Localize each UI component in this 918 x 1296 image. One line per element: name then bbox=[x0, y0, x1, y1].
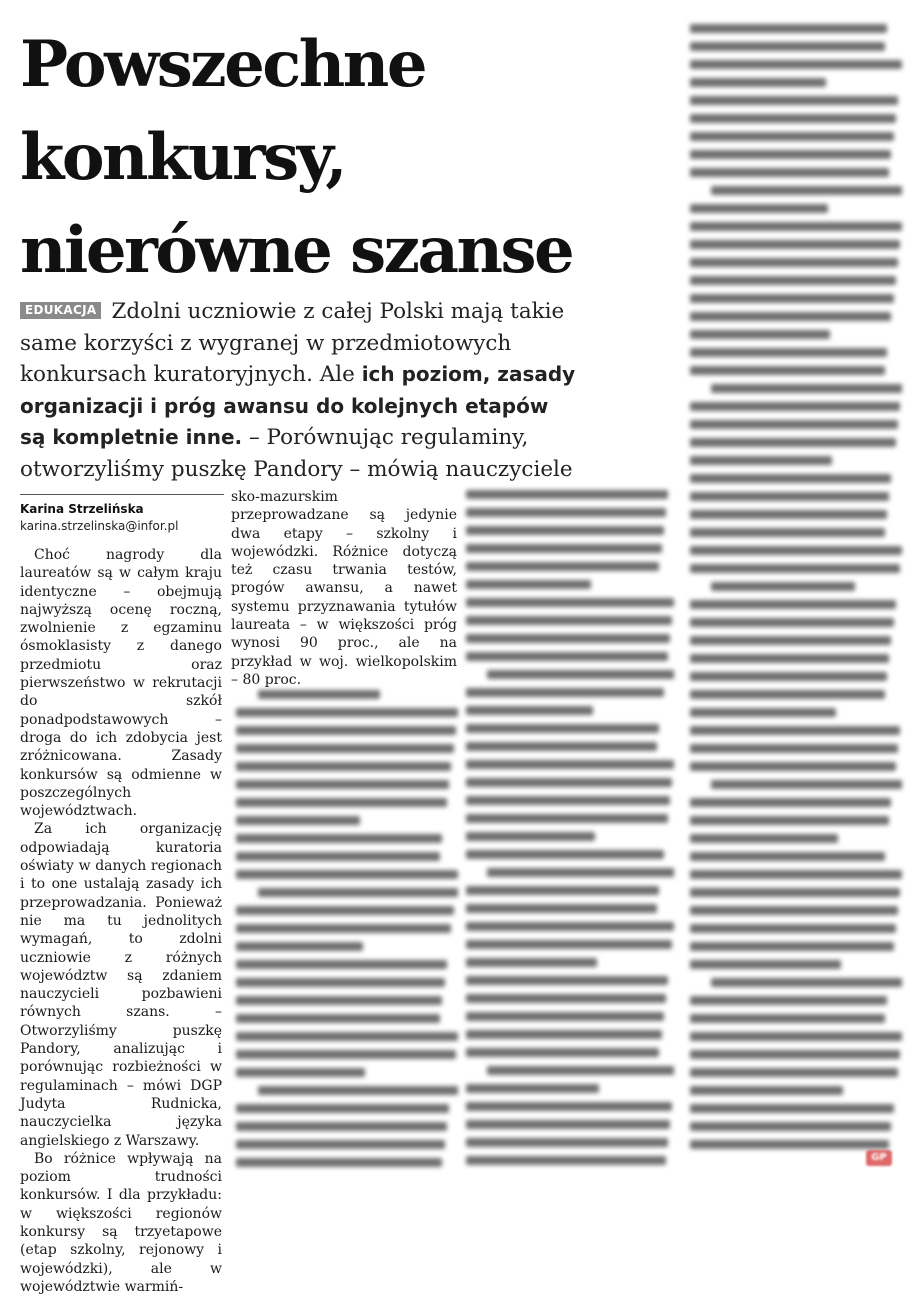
lead-line-1: Zdolni uczniowie z całej Polski mają takie bbox=[111, 299, 565, 324]
headline-line-3: nierówne szanse bbox=[20, 213, 573, 288]
blurred-line bbox=[466, 1030, 662, 1039]
blurred-line bbox=[711, 582, 855, 591]
author-email[interactable]: karina.strzelinska@infor.pl bbox=[20, 519, 179, 533]
blurred-line bbox=[258, 1086, 458, 1095]
blurred-line bbox=[466, 1084, 599, 1093]
blurred-line bbox=[690, 1140, 889, 1149]
blurred-line bbox=[466, 796, 670, 805]
blurred-line bbox=[236, 1014, 440, 1023]
blurred-line bbox=[690, 294, 894, 303]
blurred-line bbox=[236, 1140, 445, 1149]
blurred-line bbox=[236, 1032, 458, 1041]
blurred-line bbox=[690, 1122, 891, 1131]
blurred-line bbox=[466, 1012, 664, 1021]
blurred-line bbox=[466, 598, 674, 607]
blurred-line bbox=[236, 798, 447, 807]
blurred-line bbox=[466, 940, 672, 949]
blurred-line bbox=[236, 1050, 456, 1059]
blurred-line bbox=[466, 652, 668, 661]
blurred-line bbox=[690, 852, 885, 861]
blurred-line bbox=[236, 1122, 447, 1131]
blurred-line bbox=[690, 150, 891, 159]
blurred-line bbox=[236, 852, 440, 861]
blurred-line bbox=[466, 976, 668, 985]
blurred-line bbox=[690, 330, 830, 339]
blurred-line bbox=[258, 690, 380, 699]
blurred-line bbox=[466, 1102, 672, 1111]
blurred-line bbox=[236, 942, 363, 951]
blurred-line bbox=[690, 564, 900, 573]
blurred-line bbox=[236, 1104, 449, 1113]
blurred-line bbox=[690, 510, 887, 519]
blurred-line bbox=[236, 870, 458, 879]
blurred-line bbox=[690, 636, 891, 645]
blurred-line bbox=[236, 1068, 365, 1077]
blurred-line bbox=[236, 996, 442, 1005]
blurred-line bbox=[236, 978, 445, 987]
blurred-line bbox=[690, 1086, 843, 1095]
blurred-line bbox=[466, 778, 672, 787]
blurred-line bbox=[690, 942, 894, 951]
body-paragraph-4: sko-mazurskim przeprowadzane są jedynie dwa etapy – szkolny i wojewódzki. Różnice dotyczą też czasu trwania testów, progów awansu, a nawet systemu przyznawania tytułów laureata – w większości próg wynosi 90 proc., ale na przykład w woj. wielkopolskim – 80 proc. bbox=[231, 489, 457, 688]
blurred-line bbox=[690, 1050, 900, 1059]
blurred-line bbox=[690, 618, 894, 627]
blurred-line bbox=[487, 1066, 674, 1075]
blurred-line bbox=[690, 888, 900, 897]
blurred-line bbox=[690, 1104, 894, 1113]
blurred-line bbox=[466, 1048, 659, 1057]
byline bbox=[20, 494, 224, 534]
blurred-line bbox=[690, 204, 828, 213]
body-column-1 bbox=[20, 546, 222, 1296]
blurred-line bbox=[690, 600, 896, 609]
blurred-line bbox=[690, 870, 902, 879]
body-column-2 bbox=[231, 488, 457, 689]
lead-line-5: – Porównując regulaminy, bbox=[242, 425, 529, 450]
lead-bold-3: są kompletnie inne. bbox=[20, 425, 243, 449]
blurred-line bbox=[690, 312, 891, 321]
blurred-line bbox=[236, 1158, 442, 1167]
blurred-line bbox=[258, 888, 458, 897]
blurred-text-column-4 bbox=[690, 24, 902, 1174]
blurred-line bbox=[466, 1138, 668, 1147]
blurred-line bbox=[236, 924, 451, 933]
blurred-line bbox=[466, 886, 659, 895]
headline-line-2: konkursy, bbox=[20, 120, 346, 195]
blurred-line bbox=[690, 78, 826, 87]
blurred-line bbox=[466, 508, 666, 517]
blurred-line bbox=[236, 762, 451, 771]
blurred-line bbox=[466, 706, 593, 715]
blurred-line bbox=[487, 868, 674, 877]
headline-line-1: Powszechne bbox=[20, 27, 426, 102]
headline bbox=[20, 18, 680, 297]
blurred-line bbox=[690, 258, 898, 267]
blurred-line bbox=[690, 240, 900, 249]
blurred-line bbox=[466, 904, 657, 913]
blurred-line bbox=[466, 634, 670, 643]
blurred-line bbox=[466, 616, 672, 625]
blurred-line bbox=[466, 1156, 666, 1165]
blurred-line bbox=[690, 474, 891, 483]
blurred-line bbox=[466, 760, 674, 769]
blurred-line bbox=[690, 816, 889, 825]
blurred-line bbox=[690, 24, 887, 33]
blurred-line bbox=[690, 60, 902, 69]
blurred-line bbox=[690, 798, 891, 807]
body-paragraph-1: Choć nagrody dla laureatów są w całym kraju identyczne – obejmują najwyższą ocenę roczną, zwolnienie z egzaminu ósmoklasisty z danego przedmiotu oraz pierwszeństwo w rekrutacji do szkół ponadpodstawowych – droga do ich zdobycia jest zróżnicowana. Zasady konkursów są odmienne w poszczególnych województwach. bbox=[20, 547, 222, 820]
blurred-line bbox=[466, 580, 591, 589]
blurred-line bbox=[466, 562, 659, 571]
blurred-line bbox=[690, 276, 896, 285]
blurred-line bbox=[711, 384, 902, 393]
blurred-line bbox=[236, 834, 442, 843]
body-paragraph-3: Bo różnice wpływają na poziom trudności konkursów. I dla przykładu: w większości regionów konkursy są trzyetapowe (etap szkolny, rejonowy i wojewódzki), ale w województwie warmiń- bbox=[20, 1150, 222, 1295]
blurred-line bbox=[466, 526, 664, 535]
blurred-line bbox=[690, 654, 889, 663]
blurred-line bbox=[690, 1032, 902, 1041]
blurred-line bbox=[466, 922, 674, 931]
blurred-line bbox=[236, 960, 447, 969]
blurred-line bbox=[690, 546, 902, 555]
blurred-line bbox=[690, 132, 894, 141]
blurred-line bbox=[690, 456, 832, 465]
blurred-line bbox=[466, 958, 597, 967]
blurred-line bbox=[690, 834, 838, 843]
blurred-line bbox=[466, 544, 662, 553]
blurred-line bbox=[690, 1014, 885, 1023]
publisher-logo-icon: GP bbox=[866, 1150, 892, 1166]
blurred-line bbox=[236, 744, 454, 753]
blurred-line bbox=[466, 1120, 670, 1129]
lead-line-6: otworzyliśmy puszkę Pandory – mówią nauczyciele bbox=[20, 456, 573, 482]
blurred-line bbox=[690, 528, 885, 537]
blurred-line bbox=[690, 726, 900, 735]
blurred-line bbox=[690, 96, 898, 105]
blurred-line bbox=[466, 850, 664, 859]
blurred-line bbox=[690, 1068, 898, 1077]
lead-paragraph bbox=[20, 296, 660, 485]
blurred-line bbox=[690, 960, 841, 969]
lead-bold-2: organizacji i próg awansu do kolejnych etapów bbox=[20, 393, 549, 418]
blurred-line bbox=[236, 708, 458, 717]
author-name: Karina Strzelińska bbox=[20, 502, 144, 516]
blurred-line bbox=[690, 744, 898, 753]
blurred-line bbox=[487, 670, 674, 679]
blurred-line bbox=[711, 780, 902, 789]
blurred-line bbox=[236, 906, 454, 915]
blurred-line bbox=[690, 438, 896, 447]
blurred-line bbox=[466, 742, 657, 751]
blurred-line bbox=[690, 348, 887, 357]
blurred-line bbox=[690, 492, 889, 501]
blurred-line bbox=[466, 688, 664, 697]
blurred-line bbox=[236, 780, 449, 789]
section-tag: EDUKACJA bbox=[20, 302, 101, 319]
blurred-line bbox=[690, 906, 898, 915]
blurred-line bbox=[466, 490, 668, 499]
blurred-line bbox=[690, 420, 898, 429]
blurred-line bbox=[690, 762, 896, 771]
blurred-line bbox=[690, 42, 885, 51]
blurred-line bbox=[690, 168, 889, 177]
blurred-line bbox=[690, 366, 885, 375]
blurred-line bbox=[711, 186, 902, 195]
blurred-line bbox=[690, 708, 836, 717]
blurred-line bbox=[236, 816, 360, 825]
blurred-text-column-3 bbox=[466, 490, 674, 1180]
blurred-line bbox=[690, 996, 887, 1005]
blurred-line bbox=[690, 924, 896, 933]
blurred-line bbox=[690, 402, 900, 411]
lead-line-3: konkursach kuratoryjnych. Ale bbox=[20, 362, 362, 387]
blurred-line bbox=[690, 114, 896, 123]
body-paragraph-2: Za ich organizację odpowiadają kuratoria oświaty w danych regionach i to one ustalają zasady ich przeprowadzania. Ponieważ nie ma tu jednolitych wymagań, to zdolni uczniowie z różnych województw są zdaniem nauczycieli pozbawieni równych szans. – Otworzyliśmy puszkę Pandory, analizując i porównując rozbieżności w regulaminach – mówi DGP Judyta Rudnicka, nauczycielka języka angielskiego z Warszawy. bbox=[20, 821, 222, 1149]
blurred-line bbox=[690, 690, 885, 699]
lead-line-2: same korzyści z wygranej w przedmiotowych bbox=[20, 330, 512, 356]
blurred-line bbox=[466, 832, 595, 841]
blurred-line bbox=[690, 672, 887, 681]
blurred-line bbox=[466, 994, 666, 1003]
blurred-text-column-2 bbox=[236, 690, 458, 1180]
blurred-line bbox=[466, 814, 668, 823]
blurred-line bbox=[711, 978, 902, 987]
lead-bold-1: ich poziom, zasady bbox=[361, 362, 576, 386]
blurred-line bbox=[236, 726, 456, 735]
blurred-line bbox=[690, 222, 902, 231]
blurred-line bbox=[466, 724, 659, 733]
